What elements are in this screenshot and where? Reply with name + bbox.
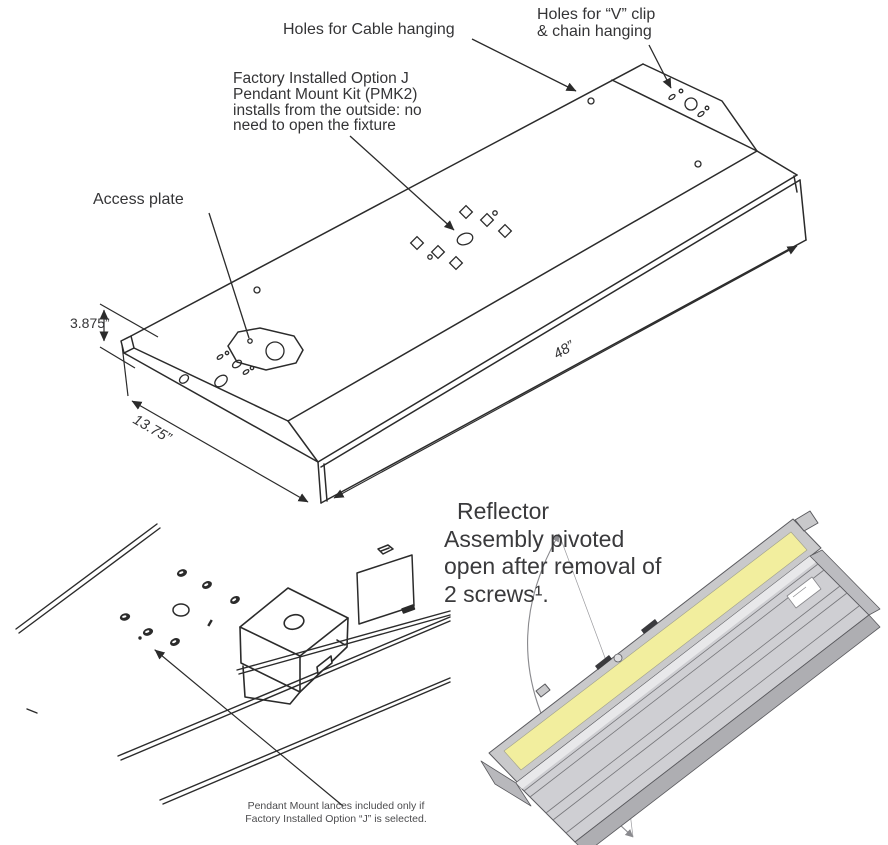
inside-plate bbox=[357, 545, 415, 624]
vclip-holes bbox=[668, 89, 709, 117]
fixture-holes bbox=[178, 85, 709, 389]
reflector-note-line4: 2 screws¹. bbox=[444, 580, 549, 607]
reflector-note-line3: open after removal of bbox=[444, 553, 662, 579]
label-vclip-line2: & chain hanging bbox=[537, 22, 652, 40]
label-vclip-line1: Holes for “V” clip bbox=[537, 6, 656, 23]
leader-pmk bbox=[350, 136, 454, 230]
dim-label-height: 3.875” bbox=[70, 315, 110, 331]
pendant-mount-hole-pattern bbox=[411, 206, 512, 270]
label-pmk-line2: Pendant Mount Kit (PMK2) bbox=[233, 85, 418, 103]
access-plate bbox=[228, 328, 303, 370]
label-pmk-line1: Factory Installed Option J bbox=[233, 70, 409, 87]
leader-access-plate bbox=[209, 213, 249, 338]
pendant-caption-line1: Pendant Mount lances included only if bbox=[247, 800, 425, 812]
pendant-caption-line2: Factory Installed Option “J” is selected. bbox=[245, 812, 427, 825]
dimension-lines bbox=[100, 246, 797, 502]
dim-label-length: 48” bbox=[551, 338, 578, 363]
dim-label-depth: 13.75” bbox=[130, 412, 174, 447]
access-plate-slots bbox=[178, 351, 254, 389]
label-pmk-note bbox=[233, 71, 422, 134]
leader-vclip-holes bbox=[649, 45, 671, 88]
pendant-detail-drawing bbox=[16, 524, 450, 806]
label-vclip-holes bbox=[537, 7, 655, 40]
label-pmk-line4: need to open the fixture bbox=[233, 117, 396, 135]
fixture-isometric-drawing bbox=[121, 64, 806, 503]
label-cable-holes: Holes for Cable hanging bbox=[283, 21, 455, 38]
leader-cable-holes bbox=[472, 39, 576, 91]
pendant-caption bbox=[228, 800, 444, 825]
label-pmk-line3: installs from the outside: no bbox=[233, 101, 422, 119]
reflector-note-line1: Reflector bbox=[457, 498, 550, 524]
dim-height-3875 bbox=[100, 304, 158, 368]
pendant-mount-lances bbox=[119, 568, 241, 648]
reflector-note bbox=[444, 498, 661, 608]
reflector-note-line2: Assembly pivoted bbox=[444, 525, 625, 552]
dim-length-48 bbox=[334, 246, 797, 498]
label-access-plate: Access plate bbox=[93, 191, 184, 208]
